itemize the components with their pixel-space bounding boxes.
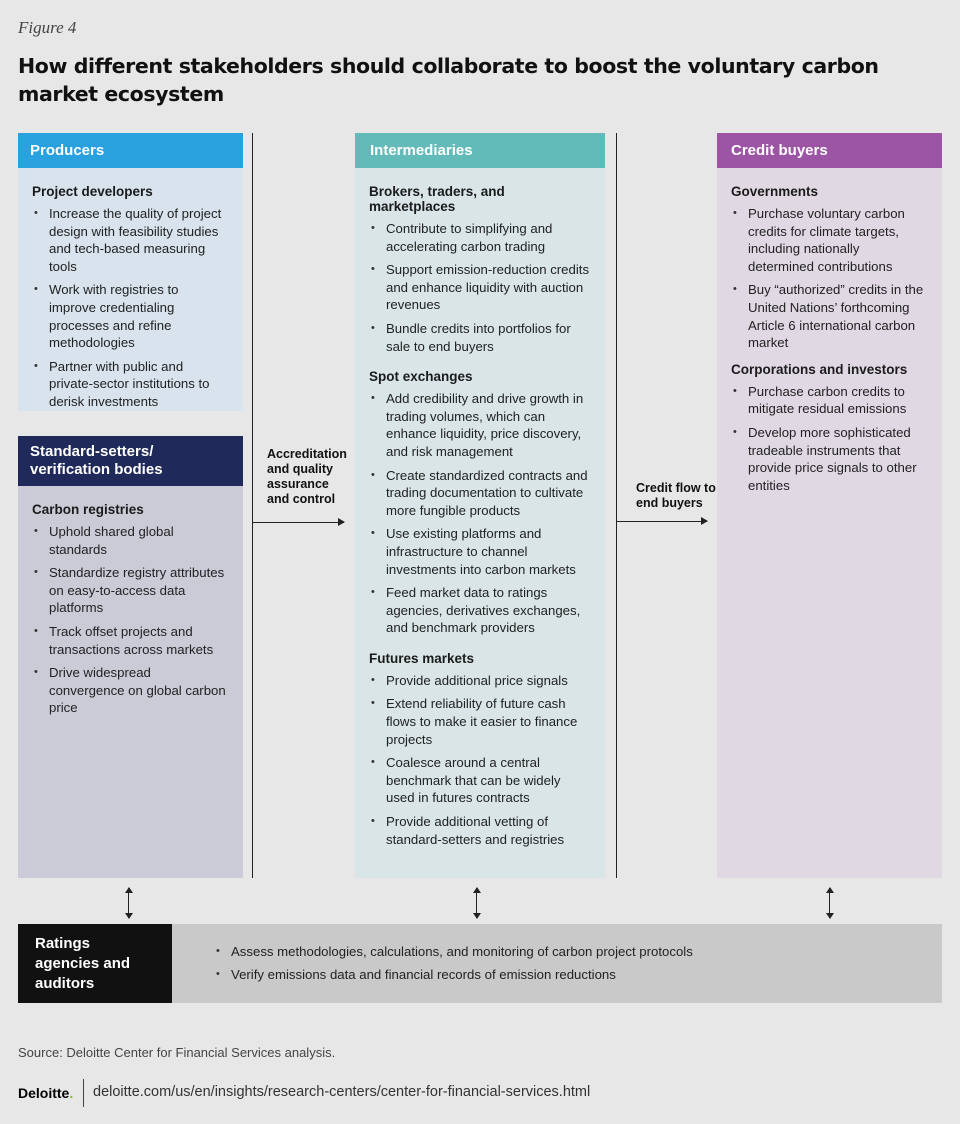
list-item: • Verify emissions data and financial records of emission reductions	[214, 966, 693, 984]
figure-label: Figure 4	[18, 18, 77, 37]
intermediaries-header: Intermediaries	[355, 133, 605, 168]
list-item: • Standardize registry attributes on easy-to-access data platforms	[32, 564, 229, 617]
producers-header: Producers	[18, 133, 243, 168]
deloitte-logo-text: Deloitte	[18, 1085, 70, 1101]
standard-setters-card	[18, 436, 243, 878]
buyers-section-governments	[731, 184, 928, 352]
credit-flow-label: Credit flow to end buyers	[636, 481, 716, 510]
corporations-subheading: Corporations and investors	[731, 361, 908, 377]
list-item: • Create standardized contracts and trading documentation to cultivate more fungible products	[369, 467, 591, 520]
credit-flow-arrow	[617, 521, 707, 522]
list-item: • Provide additional vetting of standard-setters and registries	[369, 813, 591, 848]
footer-url-link[interactable]: deloitte.com/us/en/insights/research-centers/center-for-financial-services.html	[93, 1084, 591, 1100]
list-item: • Track offset projects and transactions across markets	[32, 623, 229, 658]
intermediaries-section-brokers	[369, 184, 591, 355]
list-item: • Increase the quality of project design with feasibility studies and tech-based measuring tools	[32, 205, 229, 275]
list-item: • Partner with public and private-sector institutions to derisk investments	[32, 358, 229, 411]
intermediaries-card	[355, 133, 605, 878]
spot-subheading: Spot exchanges	[369, 369, 473, 385]
double-arrow-icon	[476, 888, 477, 918]
left-divider-line	[252, 133, 253, 878]
list-item: • Purchase voluntary carbon credits for climate targets, including nationally determined contributions	[731, 205, 928, 275]
double-arrow-icon	[829, 888, 830, 918]
credit-buyers-card	[717, 133, 942, 878]
list-item: • Assess methodologies, calculations, and monitoring of carbon project protocols	[214, 943, 693, 961]
list-item: • Provide additional price signals	[369, 672, 591, 690]
source-note: Source: Deloitte Center for Financial Services analysis.	[18, 1045, 336, 1060]
buyers-section-corporations	[731, 362, 928, 495]
list-item: • Use existing platforms and infrastructure to channel investments into carbon markets	[369, 525, 591, 578]
ratings-list	[172, 924, 693, 1003]
list-item: • Add credibility and drive growth in trading volumes, which can enhance liquidity, price discovery, and risk management	[369, 390, 591, 460]
ratings-header-text: Ratings agencies and auditors	[35, 934, 131, 992]
standard-setters-header	[18, 436, 243, 486]
intermediaries-section-futures	[369, 651, 591, 848]
list-item: • Feed market data to ratings agencies, derivatives exchanges, and benchmark providers	[369, 584, 591, 637]
right-divider-line	[616, 133, 617, 878]
list-item: • Buy “authorized” credits in the United Nations’ forthcoming Article 6 international carbon market	[731, 281, 928, 351]
list-item: • Work with registries to improve credentialing processes and refine methodologies	[32, 281, 229, 351]
futures-subheading: Futures markets	[369, 650, 475, 666]
governments-subheading: Governments	[731, 184, 819, 199]
accreditation-arrow	[253, 522, 344, 523]
list-item: • Uphold shared global standards	[32, 523, 229, 558]
accreditation-flow-label: Accreditation and quality assurance and control	[267, 447, 347, 506]
producers-card	[18, 133, 243, 411]
list-item: • Drive widespread convergence on global carbon price	[32, 664, 229, 717]
credit-buyers-header: Credit buyers	[717, 133, 942, 168]
footer-divider	[83, 1079, 84, 1107]
list-item: • Purchase carbon credits to mitigate residual emissions	[731, 383, 928, 418]
producers-subheading: Project developers	[32, 184, 153, 199]
intermediaries-section-spot	[369, 369, 591, 637]
list-item: • Contribute to simplifying and accelerating carbon trading	[369, 220, 591, 255]
deloitte-logo: Deloitte.	[18, 1085, 74, 1101]
list-item: • Bundle credits into portfolios for sale to end buyers	[369, 320, 591, 355]
list-item: • Develop more sophisticated tradeable instruments that provide price signals to other entities	[731, 424, 928, 494]
double-arrow-icon	[128, 888, 129, 918]
ratings-header	[18, 924, 172, 1003]
standard-setters-header-text: Standard-setters/ verification bodies	[30, 443, 163, 478]
brokers-subheading: Brokers, traders, and marketplaces	[369, 184, 505, 214]
ratings-bar	[18, 924, 942, 1003]
setters-list	[32, 523, 229, 717]
list-item: • Coalesce around a central benchmark that can be widely used in futures contracts	[369, 754, 591, 807]
setters-subheading: Carbon registries	[32, 502, 144, 517]
figure-title: How different stakeholders should collaborate to boost the voluntary carbon market ecosystem	[18, 54, 879, 106]
list-item: • Support emission-reduction credits and enhance liquidity with auction revenues	[369, 261, 591, 314]
producers-list	[32, 205, 229, 411]
list-item: • Extend reliability of future cash flows to make it easier to finance projects	[369, 695, 591, 748]
